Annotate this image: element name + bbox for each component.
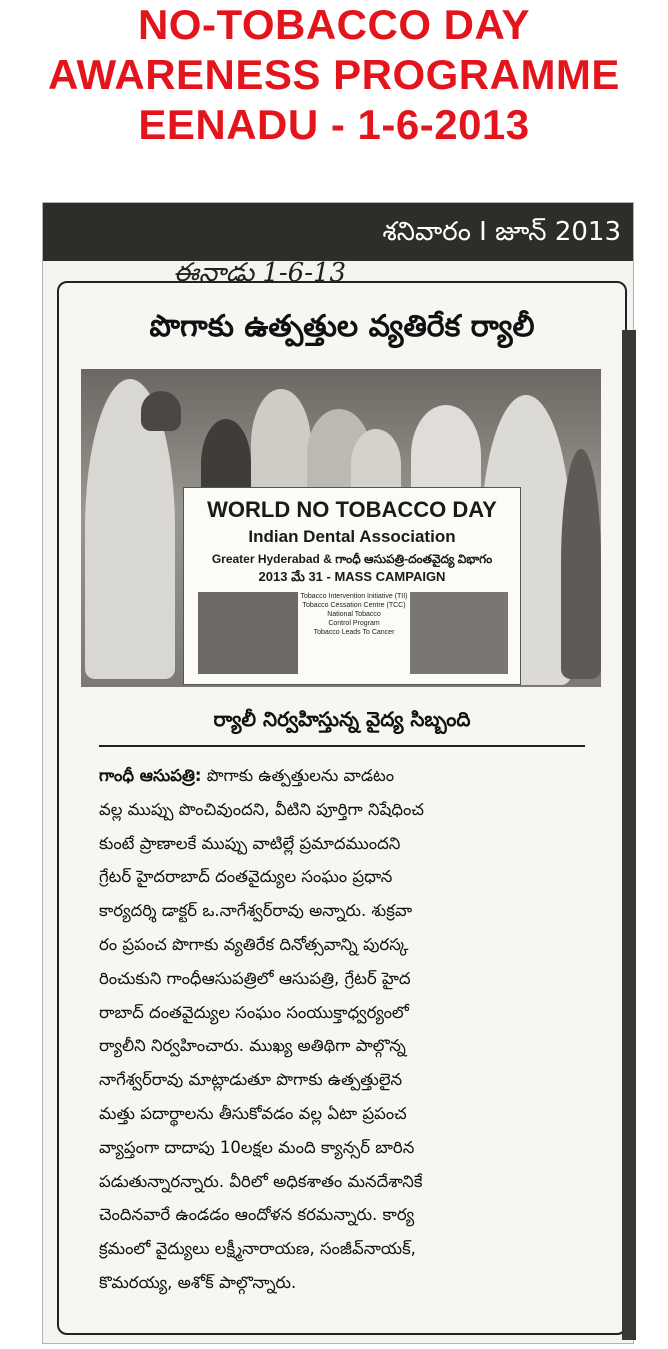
person-figure [561,449,601,679]
banner-mid-line: Tobacco Cessation Centre (TCC) [302,602,406,609]
body-line: కొమరయ్య, అశోక్ పాల్గొన్నారు. [99,1272,297,1292]
body-line: గ్రేటర్ హైదరాబాద్ దంతవైద్యుల సంఘం ప్రధాన [99,867,393,887]
caption-divider [99,745,585,747]
article-box [57,281,627,1335]
body-line: పడుతున్నారన్నారు. వీరిలో అధికశాతం మనదేశానికే [99,1171,423,1191]
clipping-title-block [0,0,668,160]
date-band [43,203,633,261]
banner-middle-text [300,592,408,674]
body-line: క్రమంలో వైద్యులు లక్ష్మీనారాయణ, సంజీవ్‌నాయక్, [99,1239,416,1259]
body-line: కుంటే ప్రాణాలకే ముప్పు వాటిల్లే ప్రమాదముందని [99,833,401,853]
campaign-banner [183,487,521,685]
article-dateline: గాంధీ ఆసుపత్రి: [99,766,202,785]
photo-caption: ర్యాలీ నిర్వహిస్తున్న వైద్య సిబ్బంది [213,707,471,731]
banner-association: Indian Dental Association [248,527,456,546]
article-headline: పొగాకు ఉత్పత్తుల వ్యతిరేక ర్యాలీ [149,309,535,344]
person-figure [141,391,181,431]
body-line: కార్యదర్శి డాక్టర్ ఒ.నాగేశ్వర్‌రావు అన్నారు. శుక్రవా [99,901,413,921]
body-line: ర్యాలీని నిర్వహించారు. ముఖ్య అతిథిగా పాల్గొన్న [99,1036,406,1056]
banner-mid-line: Tobacco Intervention Initiative (TII) [300,593,408,600]
clipping-edge-shadow [622,330,636,1340]
body-line: వ్యాప్తంగా దాదాపు 10లక్షల మంది క్యాన్సర్ బారిన [99,1137,415,1157]
body-line: నాగేశ్వర్‌రావు మాట్లాడుతూ పొగాకు ఉత్పత్తులైన [99,1070,403,1090]
banner-image-right [410,592,508,674]
title-line-3: EENADU - 1-6-2013 [138,101,530,148]
person-figure [251,389,311,499]
banner-image-left [198,592,298,674]
title-line-1: NO-TOBACCO DAY [137,1,531,48]
article-body [99,759,599,1319]
body-line: రాబాద్ దంతవైద్యుల సంఘం సంయుక్తాధ్వర్యంలో [99,1002,409,1022]
handwritten-note: ఈనాడు 1-6-13 [173,258,347,288]
banner-mid-line: National Tobacco [327,611,381,618]
newspaper-clipping [42,202,634,1344]
banner-mid-line: Control Program [328,620,380,627]
body-line: వల్ల ముప్పు పొంచివుందని, వీటిని పూర్తిగా నిషేధించ [99,799,424,819]
banner-campaign: 2013 మే 31 - MASS CAMPAIGN [258,569,446,584]
banner-mid-line: Tobacco Leads To Cancer [313,629,395,636]
banner-branch: Greater Hyderabad & గాంధీ ఆసుపత్రి-దంతవైద్య విభాగం [211,552,493,566]
body-line: మత్తు పదార్థాలను తీసుకోవడం వల్ల ఏటా ప్రపంచ [99,1103,407,1123]
body-line: చెందినవారే ఉండడం ఆందోళన కరమన్నారు. కార్య [99,1205,415,1225]
publication-date: శనివారం I జూన్ 2013 [382,217,621,247]
title-line-2: AWARENESS PROGRAMME [48,51,620,98]
body-line: రం ప్రపంచ పొగాకు వ్యతిరేక దినోత్సవాన్ని పురస్క [99,934,409,954]
body-line-first [99,759,599,793]
body-line-text: పొగాకు ఉత్పత్తులను వాడటం [201,766,395,785]
banner-title: WORLD NO TOBACCO DAY [207,497,497,522]
rally-photo [81,369,601,687]
body-line: రించుకుని గాంధీఆసుపత్రిలో ఆసుపత్రి, గ్రేటర్ హైద [99,968,411,988]
